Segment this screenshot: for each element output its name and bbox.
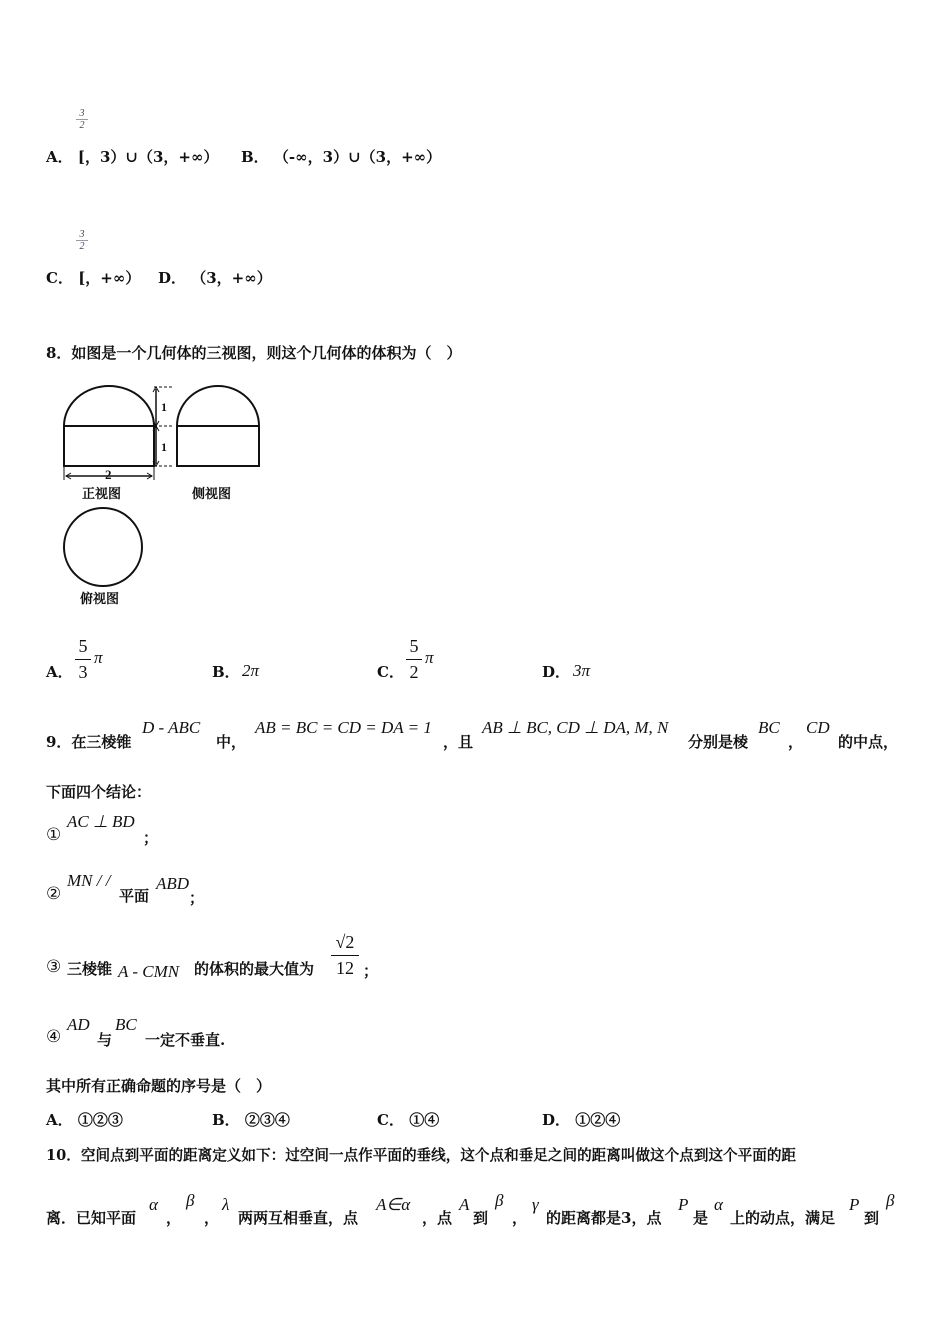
option-text: （3，+∞） bbox=[191, 269, 272, 287]
fraction-den: 12 bbox=[336, 958, 354, 978]
q10-math-p: P bbox=[678, 1195, 689, 1214]
conclusion-3-mark: ③ bbox=[46, 957, 62, 976]
q8-option-b-text: 2π bbox=[242, 661, 260, 680]
tiny-fraction-num: 3 bbox=[79, 229, 85, 240]
q9-ask: 其中所有正确命题的序号是（ ） bbox=[46, 1077, 272, 1095]
q9-option-d bbox=[542, 1109, 620, 1130]
top-view-label: 俯视图 bbox=[80, 592, 120, 607]
q7-option-a bbox=[46, 146, 218, 167]
q8-option-a-pi: π bbox=[94, 648, 103, 667]
conclusion-2-text: 平面 bbox=[119, 887, 150, 905]
q9-line-2: 下面四个结论： bbox=[46, 783, 152, 801]
q8-option-c-pi: π bbox=[425, 648, 434, 667]
q9-math-5: CD bbox=[806, 718, 830, 737]
side-view-arc bbox=[177, 386, 259, 426]
option-label: A． bbox=[46, 1111, 73, 1129]
q10-line-1: 10．空间点到平面的距离定义如下：过空间一点作平面的垂线，这个点和垂足之间的距离叫做这个点到这个平面的距 bbox=[46, 1147, 797, 1164]
q10-text-2: ， bbox=[166, 1209, 182, 1227]
tiny-fraction-den: 2 bbox=[79, 241, 85, 252]
q7-option-b bbox=[241, 146, 441, 167]
fraction-bar bbox=[75, 659, 91, 660]
q8-stem: 8．如图是一个几何体的三视图，则这个几何体的体积为（ ） bbox=[46, 344, 462, 362]
q9-math-3: AB ⊥ BC, CD ⊥ DA, M, N bbox=[482, 718, 669, 737]
q10-math-lambda: λ bbox=[222, 1195, 230, 1214]
option-text: [，3）∪（3，+∞） bbox=[77, 148, 219, 166]
q10-math-beta: β bbox=[186, 1191, 195, 1210]
q9-math-4: BC bbox=[758, 718, 780, 737]
q10-text-5: ，点 bbox=[422, 1209, 453, 1227]
q10-math-gamma: γ bbox=[532, 1195, 539, 1214]
conclusion-1-math: AC ⊥ BD bbox=[67, 812, 135, 831]
option-text: ②③④ bbox=[244, 1111, 290, 1129]
dim-upper-label: 1 bbox=[161, 400, 167, 414]
fraction-num: 5 bbox=[78, 636, 88, 656]
front-view-arc bbox=[64, 386, 154, 426]
conclusion-3-fraction bbox=[331, 932, 359, 979]
q10-math-alpha-2: α bbox=[714, 1195, 723, 1214]
fraction-bar bbox=[406, 659, 422, 660]
dim-lower-label: 1 bbox=[161, 440, 167, 454]
conclusion-2-mark: ② bbox=[46, 884, 62, 903]
conclusion-1-mark: ① bbox=[46, 825, 62, 844]
option-text: ①②③ bbox=[77, 1111, 123, 1129]
option-label: D． bbox=[542, 1111, 571, 1129]
fraction-bar bbox=[331, 955, 359, 956]
option-text: （-∞，3）∪（3，+∞） bbox=[273, 148, 442, 166]
conclusion-2-math: MN / / bbox=[67, 871, 111, 890]
option-text: [，+∞） bbox=[78, 269, 141, 287]
option-label: D． bbox=[158, 269, 187, 287]
q10-text-10: 上的动点，满足 bbox=[730, 1209, 836, 1227]
q10-text-9: 是 bbox=[693, 1209, 709, 1227]
q8-option-b-label: B． bbox=[212, 663, 240, 681]
q9-text-3: ，且 bbox=[443, 733, 474, 751]
option-text: ①②④ bbox=[575, 1111, 621, 1129]
conclusion-4-math-2: BC bbox=[115, 1015, 137, 1034]
q9-math-2: AB = BC = CD = DA = 1 bbox=[255, 718, 432, 737]
q9-option-b bbox=[212, 1109, 290, 1130]
q8-option-a-fraction bbox=[75, 636, 91, 683]
fraction-den: 2 bbox=[409, 662, 419, 682]
dim-width-label: 2 bbox=[105, 467, 112, 482]
q10-math-beta-3: β bbox=[886, 1191, 895, 1210]
tiny-fraction-den: 2 bbox=[79, 120, 85, 131]
conclusion-3-math: A - CMN bbox=[118, 962, 180, 981]
tiny-fraction bbox=[76, 108, 88, 131]
option-label: C． bbox=[377, 1111, 404, 1129]
conclusion-3-end: ； bbox=[363, 962, 379, 980]
option-label: A． bbox=[46, 148, 73, 166]
conclusion-2-end: ； bbox=[189, 889, 205, 907]
option-label: B． bbox=[212, 1111, 240, 1129]
q8-option-d-label: D． bbox=[542, 663, 571, 681]
option-label: B． bbox=[241, 148, 269, 166]
q10-math-p-2: P bbox=[849, 1195, 860, 1214]
q10-text-7: ， bbox=[512, 1209, 528, 1227]
tiny-fraction-num: 3 bbox=[79, 108, 85, 119]
q9-math-1: D - ABC bbox=[142, 718, 201, 737]
top-view-circle bbox=[64, 508, 142, 586]
q10-text-11: 到 bbox=[864, 1209, 880, 1227]
conclusion-4-text-1: 与 bbox=[97, 1031, 113, 1049]
q7-option-c bbox=[46, 267, 140, 288]
q10-math-a-in-alpha: A∈α bbox=[376, 1195, 411, 1214]
fraction-num: √2 bbox=[335, 932, 355, 952]
q9-text-1: 9．在三棱锥 bbox=[46, 733, 132, 751]
q8-option-c-label: C． bbox=[377, 663, 404, 681]
tiny-fraction bbox=[76, 229, 88, 252]
conclusion-4-text-2: 一定不垂直. bbox=[145, 1031, 226, 1049]
q10-math-a: A bbox=[459, 1195, 470, 1214]
q10-text-8: 的距离都是3，点 bbox=[546, 1209, 662, 1227]
q9-option-a bbox=[46, 1109, 123, 1130]
q10-text-3: ， bbox=[204, 1209, 220, 1227]
conclusion-3-text-1: 三棱锥 bbox=[67, 960, 113, 978]
side-view-label: 侧视图 bbox=[192, 487, 232, 502]
q8-option-c-fraction bbox=[406, 636, 422, 683]
fraction-num: 5 bbox=[409, 636, 419, 656]
q8-option-d-text: 3π bbox=[573, 661, 591, 680]
q7-option-d bbox=[158, 267, 272, 288]
conclusion-4-mark: ④ bbox=[46, 1027, 62, 1046]
front-view-label: 正视图 bbox=[82, 487, 122, 502]
q9-text-6: 的中点， bbox=[838, 733, 899, 751]
three-view-figure bbox=[50, 380, 270, 620]
option-label: C． bbox=[46, 269, 73, 287]
q10-math-beta-2: β bbox=[495, 1191, 504, 1210]
conclusion-2-math-2: ABD bbox=[156, 874, 190, 893]
q9-text-4: 分别是棱 bbox=[688, 733, 749, 751]
q9-text-5: ， bbox=[788, 733, 804, 751]
q9-text-2: 中， bbox=[216, 733, 247, 751]
q10-text-6: 到 bbox=[473, 1209, 489, 1227]
q10-math-alpha: α bbox=[149, 1195, 158, 1214]
conclusion-1-end: ； bbox=[143, 829, 159, 847]
conclusion-4-math-1: AD bbox=[67, 1015, 90, 1034]
q8-option-a-label: A． bbox=[46, 663, 73, 681]
q10-text-4: 两两互相垂直，点 bbox=[238, 1209, 359, 1227]
conclusion-3-text-2: 的体积的最大值为 bbox=[194, 960, 315, 978]
fraction-den: 3 bbox=[78, 662, 88, 682]
q10-text-1: 离．已知平面 bbox=[46, 1209, 137, 1227]
side-view-rect bbox=[177, 426, 259, 466]
front-view-rect bbox=[64, 426, 154, 466]
option-text: ①④ bbox=[409, 1111, 440, 1129]
q9-option-c bbox=[377, 1109, 439, 1130]
